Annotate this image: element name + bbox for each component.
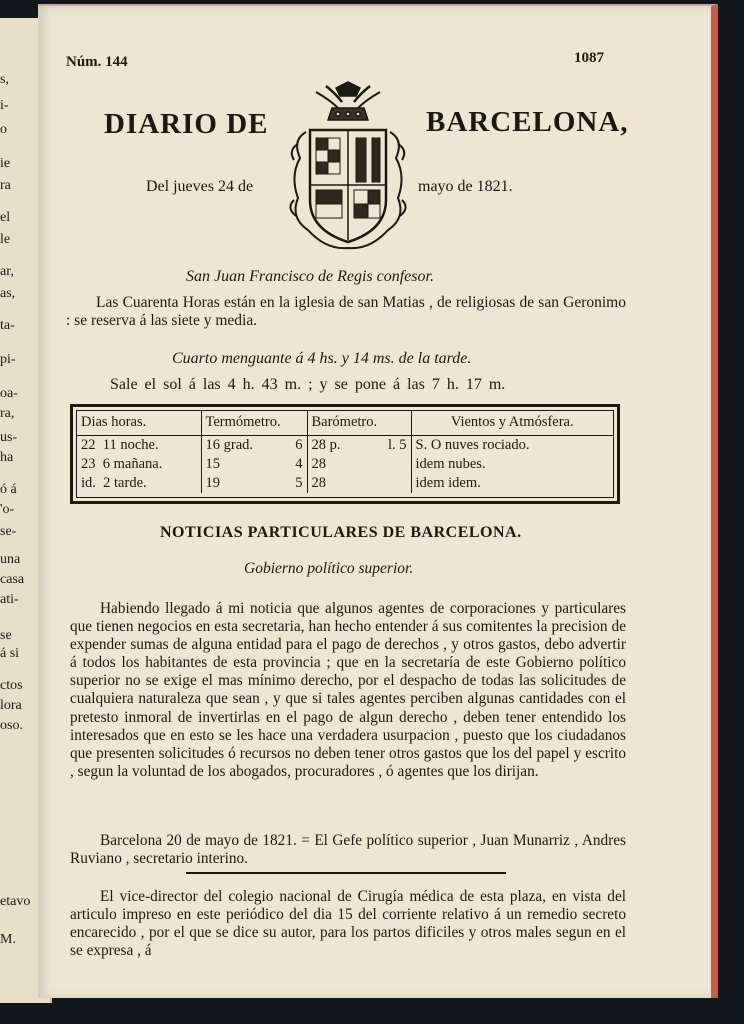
weather-temp-value: 19 [205, 474, 220, 491]
header-barometer: Barómetro. [307, 411, 411, 435]
left-page-fragment: oso. [0, 718, 23, 733]
issue-number: Núm. 144 [66, 54, 128, 70]
weather-day-hour [77, 435, 201, 455]
weather-day: id. [81, 474, 96, 491]
weather-wind: idem idem. [415, 474, 481, 491]
left-page-fragment: ie [0, 156, 11, 171]
date-suffix: mayo de 1821. [418, 178, 513, 195]
left-page-fragment: ra [0, 178, 11, 193]
weather-temp [201, 435, 307, 455]
left-page-fragment: se- [0, 524, 17, 539]
left-page-fragment: á si [0, 646, 20, 661]
moon-phase: Cuarto menguante á 4 hs. y 14 ms. de la tarde. [172, 350, 472, 367]
page-number: 1087 [574, 50, 604, 66]
newspaper-page [38, 4, 718, 998]
weather-row [77, 474, 613, 493]
weather-temp-fraction: 5 [295, 474, 303, 491]
weather-baro [307, 455, 411, 474]
weather-hour: 2 tarde. [103, 474, 147, 491]
weather-day-hour [77, 455, 201, 474]
weather-row [77, 455, 613, 474]
header-winds: Vientos y Atmósfera. [411, 411, 613, 435]
left-page-fragment: ar, [0, 264, 14, 279]
article-paragraph: El vice-director del colegio nacional de Cirugía médica de esta plaza, en vista del articulo impreso en este periódico del dia 15 del corriente relativo á un remedio secreto encarecido , por el que se dice su autor, para los partos dificiles y otros males segun en el se expresa , á [70, 888, 626, 960]
weather-hour: 6 mañana. [102, 455, 163, 472]
weather-baro-fraction: l. 5 [387, 436, 407, 453]
weather-temp-fraction: 6 [295, 436, 303, 453]
header-thermometer: Termómetro. [201, 411, 307, 435]
header-days-hours: Dias horas. [77, 411, 201, 435]
weather-header-row [77, 411, 613, 435]
weather-baro-value: 28 [311, 455, 326, 472]
weather-baro [307, 474, 411, 493]
weather-temp [201, 474, 307, 493]
left-page-fragment: oa- [0, 386, 18, 401]
left-page-fragment: o [0, 122, 7, 137]
masthead-title-left: DIARIO DE [104, 108, 269, 140]
date-prefix: Del jueves 24 de [146, 178, 254, 195]
weather-wind: idem nubes. [415, 455, 486, 472]
left-page-fragment: etavo [0, 894, 31, 909]
saint-of-day: San Juan Francisco de Regis confesor. [186, 268, 434, 285]
left-page-fragment: lora [0, 698, 22, 713]
divider [186, 872, 506, 874]
left-page-fragment: ta- [0, 318, 15, 333]
sunrise-sunset: Sale el sol á las 4 h. 43 m. ; y se pone á las 7 h. 17 m. [110, 376, 506, 393]
weather-day: 23 [81, 455, 96, 472]
weather-day-hour [77, 474, 201, 493]
left-page-fragment: ó á [0, 482, 17, 497]
left-page-fragment: ati- [0, 592, 19, 607]
left-page-fragment: el [0, 210, 11, 225]
weather-wind: S. O nuves rociado. [415, 436, 530, 453]
section-subtitle: Gobierno político superior. [244, 560, 414, 577]
weather-baro-value: 28 [311, 474, 326, 491]
weather-temp [201, 455, 307, 474]
signature-paragraph: Barcelona 20 de mayo de 1821. = El Gefe político superior , Juan Munarriz , Andres Ruviano , secretario interino. [70, 832, 626, 868]
left-page-fragment: us- [0, 430, 18, 445]
weather-table [70, 404, 620, 504]
left-page-fragment: le [0, 232, 11, 247]
weather-hour: 11 noche. [102, 436, 159, 453]
left-page-fragment: i- [0, 98, 9, 113]
weather-temp-value: 16 grad. [205, 436, 254, 453]
left-page-fragment: ra, [0, 406, 15, 421]
left-page-fragment: as, [0, 286, 16, 301]
left-page-fragment: una [0, 552, 21, 567]
weather-row [77, 435, 613, 455]
left-page-fragment: casa [0, 572, 25, 587]
left-page-fragment: pi- [0, 352, 16, 367]
masthead-title-right: BARCELONA, [426, 106, 629, 138]
weather-baro [307, 435, 411, 455]
section-title: NOTICIAS PARTICULARES DE BARCELONA. [160, 524, 522, 541]
left-page-fragment: ctos [0, 678, 23, 693]
weather-temp-value: 15 [205, 455, 220, 472]
article-paragraph: Habiendo llegado á mi noticia que algunos agentes de corporaciones y particulares que tienen negocios en esta secretaria, han hecho entender á sus comitentes la precision de expender sumas de alguna entidad para el pago de derechos , y otros gastos, debo advertir á todos los habitantes de esta provincia ; que en la secretaría de este Gobierno político superior no se exige el mas mínimo derecho, por el despacho de todas las solicitudes de cualquiera naturaleza que sean , y que si tales agentes perciben algunas cantidades con el pretesto inmoral de invertirlas en el pago de algun derecho , deben tener entendido los interesados que en esto se les hace una verdadera usurpacion , puesto que los ciudadanos que presenten solicitudes ó recursos no deben tener otros gastos que los del papel y escrito , segun la voluntad de los abogados, procuradores , ó agentes que los dirijan. [70, 600, 626, 780]
left-page-fragment: M. [0, 932, 16, 947]
left-page-fragment: ha [0, 450, 14, 465]
left-page-fragment: se [0, 628, 12, 643]
forty-hours-notice: Las Cuarenta Horas están en la iglesia de san Matias , de religiosas de san Geronimo : se reserva á las siete y media. [66, 294, 626, 329]
left-page-fragment: s, [0, 72, 9, 87]
weather-baro-value: 28 p. [311, 436, 341, 453]
weather-day: 22 [81, 436, 96, 453]
coat-of-arms-icon [286, 80, 410, 252]
left-page-fragment: 'o- [0, 502, 15, 517]
weather-temp-fraction: 4 [295, 455, 303, 472]
